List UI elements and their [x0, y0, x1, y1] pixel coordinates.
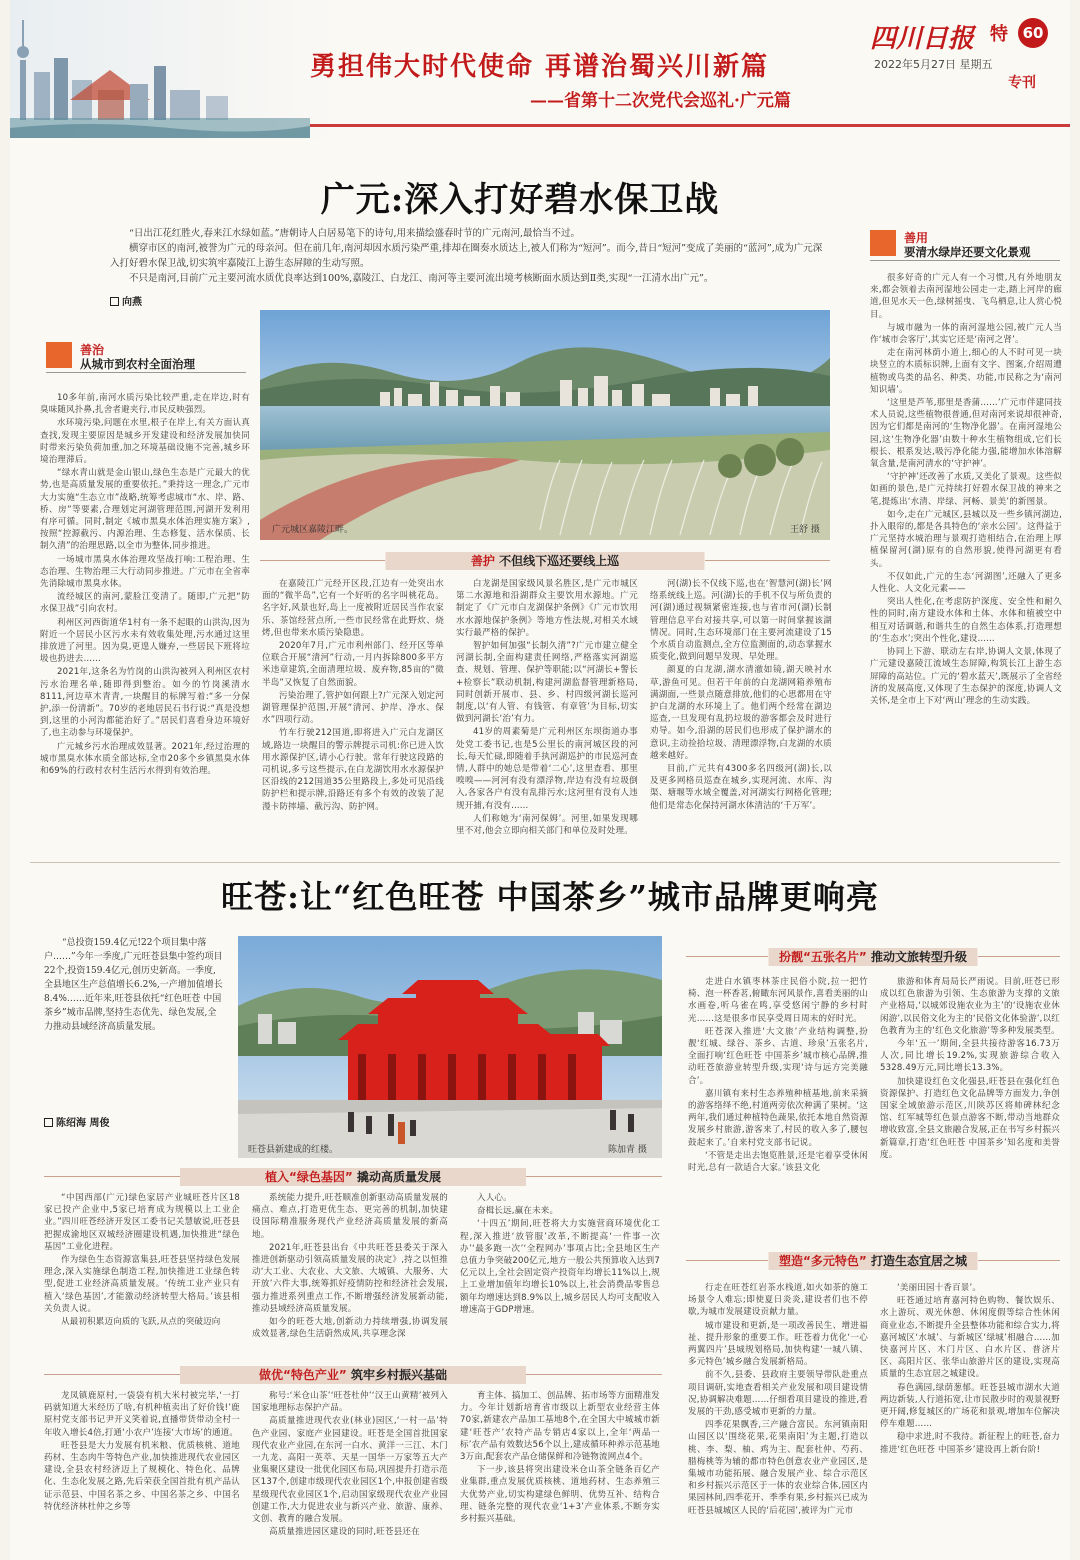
- article2-column-right-2: 旅游和体育局局长严雨说。目前,旺苍已形成以红色旅游为引领、生态旅游为支撑的文旅产业格局,‘以城郊设施农业为主’的‘设施农业休闲游’,以民俗文化为主的‘民俗文化体验游’,以红色教育为主的‘红色文化旅游’等多种发展类型。 今年‘五一’期间,全县共接待游客16.73万人次,同比增长19.2%,实现旅游综合收入5328.49万元,同比增长13.3%。 加快建设红色文化强县,旺苍县在强化红色资源保护、打造红色文化品牌等方面发力,争创国家全域旅游示范区,川陕苏区将帅碑林纪念馆、红军城等红色景点游客不断,带动当地群众增收致富,全县文旅融合发展,正在书写乡村振兴新篇章,打造‘红色旺苍 中国茶乡’知名度和美誉度。: [880, 977, 1060, 1160]
- river-photo-credit: 王舒 摄: [790, 525, 820, 535]
- article2-column-b: 系统能力提升,旺苍顺准创新驱动高质量发展的痛点、难点,打造更优生态、更完善的机制,加快建设国际精准服务现代产业经济高质量发展的新高地。 2021年,旺苍县出台《中共旺苍县委关于深入推进创新驱动引领高质量发展的决定》,持之以恒推动‘大工业、大农业、大文旅、大城镇、大服务、大开放’六件大事,统筹抓好疫情防控和经济社会发展,强力推进系列重点工作,不断增强经济发展新动能,推动县域经济高质量发展。 如今的旺苍大地,创新动力持续增强,协调发展成效显著,绿色生活蔚然成风,共享理念深: [252, 1193, 448, 1340]
- article1-byline: 向燕: [110, 293, 142, 308]
- article2-headline: 旺苍:让“红色旺苍 中国茶乡”城市品牌更响亮: [221, 878, 879, 916]
- section-divider: [30, 862, 1060, 863]
- article1-subhead: 善护 不但线下巡还要线上巡: [260, 552, 830, 570]
- article1-column-left: 10多年前,南河水质污染比较严重,走在岸边,时有臭味随风扑鼻,扎舍者避夹行,市民反映强烈。 水环境污染,问题在水里,根子在岸上,有关方面认真查找,发现主要原因是城乡开发建设和经济发展加快同时带来污染负荷加重,加之环境基础设施不完善,城乡环境治理滞后。 “绿水青山就是金山银山,绿色生态是广元最大的优势,也是高质量发展的重要依托。”秉持这一理念,广元市大力实施“生态立市”战略,统筹考虑城市“水、岸、路、桥、房”等要素,合理划定河湖管理范围,河湖开发利用有序可循。同时,制定《城市黑臭水体治理实施方案》,按照“控源截污、内源治理、生态修复、活水保质、长制久清”的治理思路,以全市为整体,同步推进。 一场城市黑臭水体治理攻坚战打响:工程治理、生态治理、生物治理三大行动同步推进。广元市在全省率先消除城市黑臭水体。 流经城区的南河,蒙脸江变清了。随即,广元把“防水保卫战”引向农村。 利州区河西街道华1村有一条不起眼的山洪沟,因为附近一个居民小区污水未有效收集处理,污水通过这里排放进了河里。因为臭,更遑人嫌弃,一些居民下班将垃圾也扔进去…… 2021年,这条名为竹岗的山洪沟被列入利州区农村污水治理名单,随即得到整治。如今的竹岗溪清水8111,河边草木青青,一块醒目的标牌写着:“多一分保护,添一份清新”。70岁的老地居民石书行说:“真是没想到,这里的小河沟都能治好了。”居民们喜看身边环境好了,也主动参与环境保护。 广元城乡污水治理成效显著。2021年,经过治理的城市黑臭水体水质全部达标,全市20多个乡镇黑臭水体和69%的行政村农村生活污水得到有效治理。: [40, 393, 250, 777]
- article2-lede: “总投资159.4亿元!22个项目集中落户……”今年一季度,广元旺苍县集中签约项目22个,投资159.4亿元,创历史新高。一季度,全县地区生产总值增长6.2%,一产增加值增长8.4%……近年来,旺苍县依托“红色旺苍 中国茶乡”城市品牌,坚持生态优先、绿色发展,全力推动县域经济高质量发展。: [44, 938, 223, 1032]
- newspaper-page: 勇担伟大时代使命 再谱治蜀兴川新篇 ——省第十二次党代会巡礼·广元篇 四川日报 特 60 2022年5月27日 星期五 专刊 广元:深入打好碧水保卫战 “日出江花红胜火,春来江水绿如蓝。”唐朝诗人白居易笔下的诗句,用来描绘盛春时节的广元南河,最恰当不过。 横穿市区的南河,被誉为广元的母亲河。但在前几年,南河却因水质污染严重,排却在圈奏水质达上,被人们称为“短河”。而今,昔日“短河”变成了美丽的“蓝河”,成为广元深入打好碧水保卫战,切实筑牢嘉陵江上游生态屏障的生动写照。 不只是南河,目前广元主要河流水质优良率达到100%,嘉陵江、白龙江、南河等主要河流出境考核断面水质达到Ⅱ类,实现“一江清水出广元”。 向燕 善治 从城市到农村全面治理 善用 要清水绿岸还要文化景观 广元城区嘉陵江畔。 王舒 摄 善护 不但线下巡还要线上巡 10多年前,南河水质污染比较严重,走在岸边,时有臭味随风扑鼻,扎舍者避夹行,市民反映强烈。 水环境污染,问题在水里,根子在岸上,有关方面认真查找,发现主要原因是城乡开发建设和经济发展加快同时带来污染负荷加重,加之环境基础设施不完善,城乡环境治理滞后。 “绿水青山就是金山银山,绿色生态是广元最大的优势,也是高质量发展的重要依托。”秉持这一理念,广元市大力实施“生态立市”战略,统筹考虑城市“水、岸、路、桥、房”等要素,合理划定河湖管理范围,河湖开发利用有序可循。同时,制定《城市黑臭水体治理实施方案》,按照“控源截污、内源治理、生态修复、活水保质、长制久清”的治理思路,以全市为整体,同步推进。 一场城市黑臭水体治理攻坚战打响:工程治理、生态治理、生物治理三大行动同步推进。广元市在全省率先消除城市黑臭水体。 流经城区的南河,蒙脸江变清了。随即,广元把“防水保卫战”引向农村。 利州区河西街道华1村有一条不起眼的山洪沟,因为附近一个居民小区污水未有效收集处理,污水通过这里排放进了河里。因为臭,更遑人嫌弃,一些居民下班将垃圾也扔进去…… 2021年,这条名为竹岗的山洪沟被列入利州区农村污水治理名单,随即得到整治。如今的竹岗溪清水8111,河边草木青青,一块醒目的标牌写着:“多一分保护,添一份清新”。70岁的老地居民石书行说:“真是没想到,这里的小河沟都能治好了。”居民们喜看身边环境好了,也主动参与环境保护。 广元城乡污水治理成效显著。2021年,经过治理的城市黑臭水体水质全部达标,全市20多个乡镇黑臭水体和69%的行政村农村生活污水得到有效治理。 在嘉陵江广元经开区段,江边有一处突出水面的“微半岛”,它有一个好听的名字叫桃花岛。名字好,风景也好,岛上一度被附近居民当作农家乐、茶馆经营点所,一些市民经常在此野炊、烧烤,但也带来水质污染隐患。 2020年7月,广元市利州部门、经开区等单位联合开展“清河”行动,一月内拆除800多平方米违章建筑,全面清理垃圾、废弃物,85亩的“微半岛”又恢复了自然面貌。 污染治理了,管护如何跟上?广元深入划定河湖管理保护范围,开展“清河、护岸、净水、保水”四项行动。 竹车行驶212国道,即将进入广元白龙湖区域,路边一块醒目的警示牌提示司机:你已进入饮用水源保护区,请小心行驶。常年行驶这段路的司机说,多亏这些提示,在白龙湖饮用水水源保护区沿线的212国道35公里路段上,多处可见沿线防护栏和提示牌,沿路还有多个有效的改装了泥漫卡防摔墙、截污沟、防护网。 白龙湖是国家级风景名胜区,是广元市城区第二水源地和沿湖群众主要饮用水源地。广元制定了《广元市白龙湖保护条例》《广元市饮用水水源地保护条例》等地方性法规,对相关水域实行最严格的保护。 智护如何加强“长制久清”?广元市建立健全河湖长制,全面构建责任网络,严格落实河湖巡查、规划、管理、保护等职能;以“河湖长+警长+检察长”联动机制,构建河湖监督管理新格局,同时创新开展市、县、乡、村四级河湖长巡河制度,以‘有人管、有钱管、有章管’为目标,切实做到河湖长‘治’有力。 41岁的周素菊是广元利州区东坝街道办事处党工委书记,也是5公里长的南河城区段的河长,每天忙碌,即随着手执河湖巡护的市民巡河查情,人群中的她总是带着‘二心’,这里查看、那里嗅嗅——河河有没有漂浮物,岸边有没有垃圾倒入,各家各户有没有乱排污水;这河里有没有人违规开捕,有没有…… 人们称她为‘南河保姆’。河里,如果发现哪里不对,他会立即向相关部门和单位及时处理。 河(湖)长不仅线下巡,也在‘智慧河(湖)长’网络系统线上巡。河(湖)长的手机不仅与所负责的河(湖)通过视频紧密连接,也与省市河(湖)长制管理信息平台对接共享,可以第一时间掌握该湖情况。同时,生态环境部门在主要河流建设了15个水质自动监测点,全方位监测面的,动态掌握水质变化,做到问题早发现、早处理。 颜夏的白龙湖,湖水清澈如镜,湖天映衬水草,游鱼可见。但若干年前的白龙湖网箱养殖布满湖面,一些景点随意排放,他们的心思都用在守护白龙湖的水环境上了。他们两个经常在湖边巡查,一旦发现有乱扔垃圾的游客都会及时进行劝导。如今,沿湖的居民们也形成了保护湖水的意识,主动捡拾垃圾、清理漂浮物,白龙湖的水质越来越好。 目前,广元共有4300多名四级河(湖)长,以及更多网格员巡查在城乡,实现河流、水库、沟渠、塘堰等水域全覆盖,对河湖实行网格化管理;他们是常态化保持河湖水体清洁的‘千万军’。 很多好奇的广元人有一个习惯,凡有外地朋友来,都会领着去南河湿地公园走一走,踏上河岸的廊道,但见水天一色,绿树摇曳、飞鸟栖息,让人赏心悦目。 与城市融为一体的南河湿地公园,被广元人当作‘城市会客厅’,其实它还是‘南河之肾’。 走在南河林荫小道上,细心的人不时可见一块块竖立的木质标识牌,上面有文字、图案,介绍周遭植物或鸟类的品名、种类、功能,市民称之为‘南河知识墙’。 ‘这里是芦苇,那里是香蒲……’广元市伴建同技术人员说,这些植物很普通,但对南河来说却很神奇,因为它们都是南河的‘生物净化器’。在南河湿地公园,这‘生物净化器’由数十种水生植物组成,它们长根长、根系发达,吸污净化能力强,能增加水体溶解氧含量,是南河清水的‘守护神’。 ‘守护神’还改善了水质,又美化了景观。这些似如画的景色,是广元持续打好碧水保卫战的神来之笔,提炼出‘水清、岸绿、河畅、景美’的新图景。 如今,走在广元城区,县城以及一些乡镇河湖边,扑入眼帘的,都是各具特色的‘亲水公园’。这得益于广元坚持水城治理与景观打造相结合,在治理上厚植保留河(湖)原有的自然形貌,使得河湖更有看头。 不仅如此,广元的生态‘河湖图’,还融入了更多人性化、人文化元素—— 突出人性化,在考虑防护深度、安全性和耐久性的同时,南方建设水体和土体、水体和植被空中相互对话调谐,和谐共生的自然生态体系,打造理想的‘生态水’;突出个性化,建设…… 协同上下游、联动左右岸,协调人文景,体现了广元建设嘉陵江流域生态屏障,构筑长江上游生态屏障的高站位。广元的‘碧水蓝天’,既展示了全省经济的发展高度,又体现了生态保护的深度,协调人文关怀,是全市上下对‘两山’理念的生动实践。 旺苍:让“红色旺苍 中国茶乡”城市品牌更响亮 “总投资159.4亿元!22个项目集中落户……”今年一季度,广元旺苍县集中签约项目22个,投资159.4亿元,创历史新高。一季度,全县地区生产总值增长6.2%,一产增加值增长8.4%……近年来,旺苍县依托“红色旺苍 中国茶乡”城市品牌,坚持生态优先、绿色发展,全力推动县域经济高质量发展。 陈绍海 周俊 旺苍县新建成的红楼。 陈加青 摄 扮靓“五张名片” 推动文旅转型升级 塑造“多元特色” 打造生态宜居之城 植入“绿色基因” 撬动高质量发展 做优“特色产业” 筑牢乡村振兴基础 “中国西部(广元)绿色家居产业城旺苍片区18家已投产企业中,5家已培育成为规模以上工业企业。”四川旺苍经济开发区工委书记关慧敏说,旺苍县把握成渝地区双城经济圈建设机遇,加快推进“绿色基因”工业化进程。 作为绿色生态资源富集县,旺苍县坚持绿色发展理念,深入实施绿色制造工程,加快推进工业绿色转型,促进工业经济高质量发展。‘传统工业产业只有植入‘绿色基因’,才能激动经济转型大格局。’该县相关负责人说。 从最初积累迈向质的飞跃,从点的突破迈向 系统能力提升,旺苍顺准创新驱动高质量发展的痛点、难点,打造更优生态、更完善的机制,加快建设国际精准服务现代产业经济高质量发展的新高地。 2021年,旺苍县出台《中共旺苍县委关于深入推进创新驱动引领高质量发展的决定》,持之以恒推动‘大工业、大农业、大文旅、大城镇、大服务、大开放’六件大事,统筹抓好疫情防控和经济社会发展,强力推进系列重点工作,不断增强经济发展新动能,推动县域经济高质量发展。 如今的旺苍大地,创新动力持续增强,协调发展成效显著,绿色生活蔚然成风,共享理念深 入人心。 奋楫长远,赢在未来。 ‘十四五’期间,旺苍将大力实施营商环境优化工程,深入推进‘放管服’改革,不断提高‘一件事一次办’‘最多跑一次’‘全程网办’事项占比;全县地区生产总值力争突破200亿元,地方一般公共预算收入达到7亿元以上,全社会固定资产投资年均增长11%以上,规上工业增加值年均增长10%以上,社会消费品零售总额年均增速达到8.9%以上,城乡居民人均可支配收入增速高于GDP增速。 龙凤镇鹿原村,一袋袋有机大米村被完毕,‘一打码就知道大米经历了啥,有机种植卖出了好价钱!’鹿原村党支部书记尹开义笑着说,直播带货带动全村一年收入增长4倍,打通‘小农户’连接‘大市场’的通道。 旺苍县是大力发展有机米粮、优质核桃、道地药材、生态肉牛等特色产业,加快推进现代农业园区建设,全县农村经济迈上了规模化、特色化、品牌化、生态化发展之路,先后荣获全国首批有机产品认证示范县、中国名茶之乡、中国名茶之乡、中国名特优经济林杜仲之乡等 称号:‘米仓山茶’‘旺苍杜仲’‘汉王山黄精’被列入国家地理标志保护产品。 高质量推进现代农业(林业)园区,‘一村一品’特色产业园、家庭产业园建设。旺苍是全国首批国家现代农业产业园,在东河一白水、黄洋一三江、木门一九龙、高阳一英萃、天星一国华一万家等五大产业集聚区建设一批优化园区布局,巩固提升打造示范区137个,创建市级现代农业园区1个,申报创建省级星级现代农业园区1个,启动国家级现代农业产业园创建工作,大力促进农业与新兴产业、旅游、康养、文创、教育的融合发展。 高质量推进园区建设的同时,旺苍县还在 育主体、搞加工、创品牌、拓市场等方面精准发力。今年计划新培育省市级以上新型农业经营主体70家,新建农产品加工基地8个,在全国大中城城市新建‘旺苍产’农特产品专销店4家以上,全年‘两品一标’农产品有效数达56个以上,建成循环种养示范基地3万亩,配套农产品仓储保鲜和冷链物流网点4个。 下一步,该县将突出建设米仓山茶全链条百亿产业集群,重点发展优质核桃、道地药材、生态养殖三大优势产业,切实构建绿色鲜明、优势互补、结构合理、链条完整的现代农业‘1+3’产业体系,不断夯实乡村振兴基础。 走进白水镇枣林茶庄民俗小院,拉一把竹椅、泡一杯香茗,俯瞰东河风景作,喜看美丽的山水画卷,听乌雀在鸣,享受悠闲宁静的乡村时光……这是很多市民享受周日周末的好时光。 旺苍深入推进‘大文旅’产业结构调整,扮靓‘红城、绿谷、茶乡、古道、珍泉’五张名片,全面打响‘红色旺苍 中国茶乡’城市核心品牌,推动旺苍旅游业转型升级,实现‘诗与远方完美融合’。 嘉川镇有来村生态养殖种植基地,前来采摘的游客络绎不绝,村道两旁依次种满了果树。‘这两年,我们通过种植特色蔬果,依托本地自然资源发展乡村旅游,游客来了,村民的收入多了,腰包鼓起来了。’自来村党支部书记说。 ‘不管是走出去饱览胜景,还是宅着享受休闲时光,总有一款适合大家。’该县文化 旅游和体育局局长严雨说。目前,旺苍已形成以红色旅游为引领、生态旅游为支撑的文旅产业格局,‘以城郊设施农业为主’的‘设施农业休闲游’,以民俗文化为主的‘民俗文化体验游’,以红色教育为主的‘红色文化旅游’等多种发展类型。 今年‘五一’期间,全县共接待游客16.73万人次,同比增长19.2%,实现旅游综合收入5328.49万元,同比增长13.3%。 加快建设红色文化强县,旺苍县在强化红色资源保护、打造红色文化品牌等方面发力,争创国家全域旅游示范区,川陕苏区将帅碑林纪念馆、红军城等红色景点游客不断,带动当地群众增收致富,全县文旅融合发展,正在书写乡村振兴新篇章,打造‘红色旺苍 中国茶乡’知名度和美誉度。 行走在旺苍红岩茶水栈道,如火如荼的施工场景令人难忘;即使夏日炎炎,建设者们也不停歇,为城市发展建设贡献力量。 城市建设和更新,是一项改善民生、增进福祉、提升形象的重要工作。旺苍着力优化‘一心两翼四片’县城规划格局,加快构建‘一城八镇、多元特色’城乡融合发展新格局。 前不久,县委、县政府主要领导带队赴重点项目调研,实地查看相关产业发展和项目建设情况,协调解决难题……仔细看项目建设的推进,看发展的干劲,感受城市更新的力量。 四季花果飘香,三产融合富民。东河镇南阳山园区以‘围绕花果,花果南阳’为主题,打造以桃、李、梨、柚、鸡为主、配套杜仲、芍药、腊梅桃等为辅的都市特色创意农业产业园区,是集城市功能拓展、融合发展产业、综合示范区和乡村振兴示范区于一体的农业综合体,园区内果园林间,四季花开、季季有果,乡村振兴已成为旺苍县城城区人民的‘后花园’,被评为广元市 ‘美丽田园十香百景’。 旺苍通过培育嘉河特色购物、餐饮娱乐、水上游玩、观光休憩、休闲度假等综合性休闲商业业态,不断提升全县整体功能和综合实力,将嘉河城区‘水城’、与新城区‘绿城’相融合……加快嘉河片区、木门片区、白水片区、普济片区、高阳片区、张华山旅游片区的建设,实现高质量的生态宜居之城建设。 春色满园,绿荫葱郁。旺苍县城市湖水大道两边新装,人行道拓宽,让市民散步时的观景视野更开阔,修复城区的广场花和景观,增加车位解决停车难题…… 稳中求进,时不我待。新征程上的旺苍,奋力推进‘红色旺苍 中国茶乡’建设再上新台阶!: [10, 0, 1070, 1560]
- article1-column-mid-2: 白龙湖是国家级风景名胜区,是广元市城区第二水源地和沿湖群众主要饮用水源地。广元制定了《广元市白龙湖保护条例》《广元市饮用水水源地保护条例》等地方性法规,对相关水域实行最严格的保护。 智护如何加强“长制久清”?广元市建立健全河湖长制,全面构建责任网络,严格落实河湖巡查、规划、管理、保护等职能;以“河湖长+警长+检察长”联动机制,构建河湖监督管理新格局,同时创新开展市、县、乡、村四级河湖长巡河制度,以‘有人管、有钱管、有章管’为目标,切实做到河湖长‘治’有力。 41岁的周素菊是广元利州区东坝街道办事处党工委书记,也是5公里长的南河城区段的河长,每天忙碌,即随着手执河湖巡护的市民巡河查情,人群中的她总是带着‘二心’,这里查看、那里嗅嗅——河河有没有漂浮物,岸边有没有垃圾倒入,各家各户有没有乱排污水;这河里有没有人违规开捕,有没有…… 人们称她为‘南河保姆’。河里,如果发现哪里不对,他会立即向相关部门和单位及时处理。: [456, 579, 638, 837]
- issue-section-tag: 专刊: [1008, 75, 1036, 91]
- article2-byline: 陈绍海 周俊: [44, 1114, 109, 1129]
- article2-subhead-left-1: 植入“绿色基因” 撬动高质量发展: [44, 1168, 662, 1186]
- lede-paragraph: 不只是南河,目前广元主要河流水质优良率达到100%,嘉陵江、白龙江、南河等主要河流出境考核断面水质达到Ⅱ类,实现“一江清水出广元”。: [129, 273, 714, 284]
- article2-column-a: “中国西部(广元)绿色家居产业城旺苍片区18家已投产企业中,5家已培育成为规模以上工业企业。”四川旺苍经济开发区工委书记关慧敏说,旺苍县把握成渝地区双城经济圈建设机遇,加快推进“绿色基因”工业化进程。 作为绿色生态资源富集县,旺苍县坚持绿色发展理念,深入实施绿色制造工程,加快推进工业绿色转型,促进工业经济高质量发展。‘传统工业产业只有植入‘绿色基因’,才能激动经济转型大格局。’该县相关负责人说。 从最初积累迈向质的飞跃,从点的突破迈向: [44, 1193, 240, 1328]
- article2-column-right-4: ‘美丽田园十香百景’。 旺苍通过培育嘉河特色购物、餐饮娱乐、水上游玩、观光休憩、休闲度假等综合性休闲商业业态,不断提升全县整体功能和综合实力,将嘉河城区‘水城’、与新城区‘绿城’相融合……加快嘉河片区、木门片区、白水片区、普济片区、高阳片区、张华山旅游片区的建设,实现高质量的生态宜居之城建设。 春色满园,绿荫葱郁。旺苍县城市湖水大道两边新装,人行道拓宽,让市民散步时的观景视野更开阔,修复城区的广场花和景观,增加车位解决停车难题…… 稳中求进,时不我待。新征程上的旺苍,奋力推进‘红色旺苍 中国茶乡’建设再上新台阶!: [880, 1283, 1060, 1455]
- byline-box-icon: [44, 1118, 53, 1127]
- anniversary-badge: 60: [1018, 18, 1048, 48]
- city-skyline-illustration: [10, 0, 340, 138]
- banner-main-title: 勇担伟大时代使命 再谱治蜀兴川新篇: [310, 52, 770, 82]
- river-photo-image: [260, 310, 830, 540]
- tag-square-icon: [870, 230, 896, 256]
- article1-column-mid-1: 在嘉陵江广元经开区段,江边有一处突出水面的“微半岛”,它有一个好听的名字叫桃花岛。名字好,风景也好,岛上一度被附近居民当作农家乐、茶馆经营点所,一些市民经常在此野炊、烧烤,但也带来水质污染隐患。 2020年7月,广元市利州部门、经开区等单位联合开展“清河”行动,一月内拆除800多平方米违章建筑,全面清理垃圾、废弃物,85亩的“微半岛”又恢复了自然面貌。 污染治理了,管护如何跟上?广元深入划定河湖管理保护范围,开展“清河、护岸、净水、保水”四项行动。 竹车行驶212国道,即将进入广元白龙湖区域,路边一块醒目的警示牌提示司机:你已进入饮用水源保护区,请小心行驶。常年行驶这段路的司机说,多亏这些提示,在白龙湖饮用水水源保护区沿线的212国道35公里路段上,多处可见沿线防护栏和提示牌,沿路还有多个有效的改装了泥漫卡防摔墙、截污沟、防护网。: [262, 579, 444, 812]
- lede-paragraph: “日出江花红胜火,春来江水绿如蓝。”唐朝诗人白居易笔下的诗句,用来描绘盛春时节的广元南河,最恰当不过。: [129, 228, 581, 239]
- banner-subtitle: ——省第十二次党代会巡礼·广元篇: [530, 91, 791, 111]
- article2-subhead-right-1: 扮靓“五张名片” 推动文旅转型升级: [686, 948, 1060, 966]
- river-photo-caption: 广元城区嘉陵江畔。: [272, 525, 354, 535]
- article1-column-mid-3: 河(湖)长不仅线下巡,也在‘智慧河(湖)长’网络系统线上巡。河(湖)长的手机不仅与所负责的河(湖)通过视频紧密连接,也与省市河(湖)长制管理信息平台对接共享,可以第一时间掌握该湖情况。同时,生态环境部门在主要河流建设了15个水质自动监测点,全方位监测面的,动态掌握水质变化,做到问题早发现、早处理。 颜夏的白龙湖,湖水清澈如镜,湖天映衬水草,游鱼可见。但若干年前的白龙湖网箱养殖布满湖面,一些景点随意排放,他们的心思都用在守护白龙湖的水环境上了。他们两个经常在湖边巡查,一旦发现有乱扔垃圾的游客都会及时进行劝导。如今,沿湖的居民们也形成了保护湖水的意识,主动捡拾垃圾、清理漂浮物,白龙湖的水质越来越好。 目前,广元共有4300多名四级河(湖)长,以及更多网格员巡查在城乡,实现河流、水库、沟渠、塘堰等水域全覆盖,对河湖实行网格化管理;他们是常态化保持河湖水体清洁的‘千万军’。: [650, 579, 832, 811]
- red-building-caption: 旺苍县新建成的红楼。: [248, 1145, 339, 1155]
- tag-square-icon: [46, 342, 72, 368]
- byline-box-icon: [110, 297, 119, 306]
- brand-name: 四川日报: [870, 24, 975, 54]
- issue-date: 2022年5月27日 星期五: [874, 58, 993, 71]
- article1-column-right: 很多好奇的广元人有一个习惯,凡有外地朋友来,都会领着去南河湿地公园走一走,踏上河岸的廊道,但见水天一色,绿树摇曳、飞鸟栖息,让人赏心悦目。 与城市融为一体的南河湿地公园,被广元人当作‘城市会客厅’,其实它还是‘南河之肾’。 走在南河林荫小道上,细心的人不时可见一块块竖立的木质标识牌,上面有文字、图案,介绍周遭植物或鸟类的品名、种类、功能,市民称之为‘南河知识墙’。 ‘这里是芦苇,那里是香蒲……’广元市伴建同技术人员说,这些植物很普通,但对南河来说却很神奇,因为它们都是南河的‘生物净化器’。在南河湿地公园,这‘生物净化器’由数十种水生植物组成,它们长根长、根系发达,吸污净化能力强,能增加水体溶解氧含量,是南河清水的‘守护神’。 ‘守护神’还改善了水质,又美化了景观。这些似如画的景色,是广元持续打好碧水保卫战的神来之笔,提炼出‘水清、岸绿、河畅、景美’的新图景。 如今,走在广元城区,县城以及一些乡镇河湖边,扑入眼帘的,都是各具特色的‘亲水公园’。这得益于广元坚持水城治理与景观打造相结合,在治理上厚植保留河(湖)原有的自然形貌,使得河湖更有看头。 不仅如此,广元的生态‘河湖图’,还融入了更多人性化、人文化元素—— 突出人性化,在考虑防护深度、安全性和耐久性的同时,南方建设水体和土体、水体和植被空中相互对话调谐,和谐共生的自然生态体系,打造理想的‘生态水’;突出个性化,建设…… 协同上下游、联动左右岸,协调人文景,体现了广元建设嘉陵江流域生态屏障,构筑长江上游生态屏障的高站位。广元的‘碧水蓝天’,既展示了全省经济的发展高度,又体现了生态保护的深度,协调人文关怀,是全市上下对‘两山’理念的生动实践。: [870, 273, 1062, 706]
- article2-column-c: 入人心。 奋楫长远,赢在未来。 ‘十四五’期间,旺苍将大力实施营商环境优化工程,深入推进‘放管服’改革,不断提高‘一件事一次办’‘最多跑一次’‘全程网办’事项占比;全县地区生产总值力争突破200亿元,地方一般公共预算收入达到7亿元以上,全社会固定资产投资年均增长11%以上,规上工业增加值年均增长10%以上,社会消费品零售总额年均增速达到8.9%以上,城乡居民人均可支配收入增速高于GDP增速。: [460, 1193, 660, 1315]
- article2-column-d: 龙凤镇鹿原村,一袋袋有机大米村被完毕,‘一打码就知道大米经历了啥,有机种植卖出了好价钱!’鹿原村党支部书记尹开义笑着说,直播带货带动全村一年收入增长4倍,打通‘小农户’连接‘大市场’的通道。 旺苍县是大力发展有机米粮、优质核桃、道地药材、生态肉牛等特色产业,加快推进现代农业园区建设,全县农村经济迈上了规模化、特色化、品牌化、生态化发展之路,先后荣获全国首批有机产品认证示范县、中国名茶之乡、中国名茶之乡、中国名特优经济林杜仲之乡等: [44, 1391, 240, 1512]
- article2-subhead-right-2: 塑造“多元特色” 打造生态宜居之城: [686, 1252, 1060, 1270]
- red-building-credit: 陈加青 摄: [608, 1145, 647, 1155]
- article2-subhead-left-2: 做优“特色产业” 筑牢乡村振兴基础: [44, 1366, 662, 1384]
- article1-lede: [110, 226, 830, 286]
- lede-paragraph: 横穿市区的南河,被誉为广元的母亲河。但在前几年,南河却因水质污染严重,排却在圈奏水质达上,被人们称为“短河”。而今,昔日“短河”变成了美丽的“蓝河”,成为广元深入打好碧水保卫战,切实筑牢嘉陵江上游生态屏障的生动写照。: [110, 243, 823, 269]
- article2-column-f: 育主体、搞加工、创品牌、拓市场等方面精准发力。今年计划新培育省市级以上新型农业经营主体70家,新建农产品加工基地8个,在全国大中城城市新建‘旺苍产’农特产品专销店4家以上,全年‘两品一标’农产品有效数达56个以上,建成循环种养示范基地3万亩,配套农产品仓储保鲜和冷链物流网点4个。 下一步,该县将突出建设米仓山茶全链条百亿产业集群,重点发展优质核桃、道地药材、生态养殖三大优势产业,切实构建绿色鲜明、优势互补、结构合理、链条完整的现代农业‘1+3’产业体系,不断夯实乡村振兴基础。: [460, 1391, 660, 1525]
- river-photo: [260, 310, 830, 540]
- article2-column-right-1: 走进白水镇枣林茶庄民俗小院,拉一把竹椅、泡一杯香茗,俯瞰东河风景作,喜看美丽的山水画卷,听乌雀在鸣,享受悠闲宁静的乡村时光……这是很多市民享受周日周末的好时光。 旺苍深入推进‘大文旅’产业结构调整,扮靓‘红城、绿谷、茶乡、古道、珍泉’五张名片,全面打响‘红色旺苍 中国茶乡’城市核心品牌,推动旺苍旅游业转型升级,实现‘诗与远方完美融合’。 嘉川镇有来村生态养殖种植基地,前来采摘的游客络绎不绝,村道两旁依次种满了果树。‘这两年,我们通过种植特色蔬果,依托本地自然资源发展乡村旅游,游客来了,村民的收入多了,腰包鼓起来了。’自来村党支部书记说。 ‘不管是走出去饱览胜景,还是宅着享受休闲时光,总有一款适合大家。’该县文化: [688, 977, 868, 1174]
- article2-column-right-3: 行走在旺苍红岩茶水栈道,如火如荼的施工场景令人难忘;即使夏日炎炎,建设者们也不停歇,为城市发展建设贡献力量。 城市建设和更新,是一项改善民生、增进福祉、提升形象的重要工作。旺苍着力优化‘一心两翼四片’县城规划格局,加快构建‘一城八镇、多元特色’城乡融合发展新格局。 前不久,县委、县政府主要领导带队赴重点项目调研,实地查看相关产业发展和项目建设情况,协调解决难题……仔细看项目建设的推进,看发展的干劲,感受城市更新的力量。 四季花果飘香,三产融合富民。东河镇南阳山园区以‘围绕花果,花果南阳’为主题,打造以桃、李、梨、柚、鸡为主、配套杜仲、芍药、腊梅桃等为辅的都市特色创意农业产业园区,是集城市功能拓展、融合发展产业、综合示范区和乡村振兴示范区于一体的农业综合体,园区内果园林间,四季花开、季季有果,乡村振兴已成为旺苍县城城区人民的‘后花园’,被评为广元市: [688, 1283, 868, 1516]
- article2-column-e: 称号:‘米仓山茶’‘旺苍杜仲’‘汉王山黄精’被列入国家地理标志保护产品。 高质量推进现代农业(林业)园区,‘一村一品’特色产业园、家庭产业园建设。旺苍是全国首批国家现代农业产业园,在东河一白水、黄洋一三江、木门一九龙、高阳一英萃、天星一国华一万家等五大产业集聚区建设一批优化园区布局,巩固提升打造示范区137个,创建市级现代农业园区1个,申报创建省级星级现代农业园区1个,启动国家级现代农业产业园创建工作,大力促进农业与新兴产业、旅游、康养、文创、教育的融合发展。 高质量推进园区建设的同时,旺苍县还在: [252, 1391, 448, 1538]
- article1-headline: 广元:深入打好碧水保卫战: [320, 180, 720, 220]
- masthead-divider: [310, 124, 1070, 127]
- red-building-photo-image: [238, 936, 662, 1158]
- red-building-photo: [238, 936, 662, 1158]
- masthead: [10, 0, 1070, 138]
- brand-special: 特: [990, 24, 1008, 45]
